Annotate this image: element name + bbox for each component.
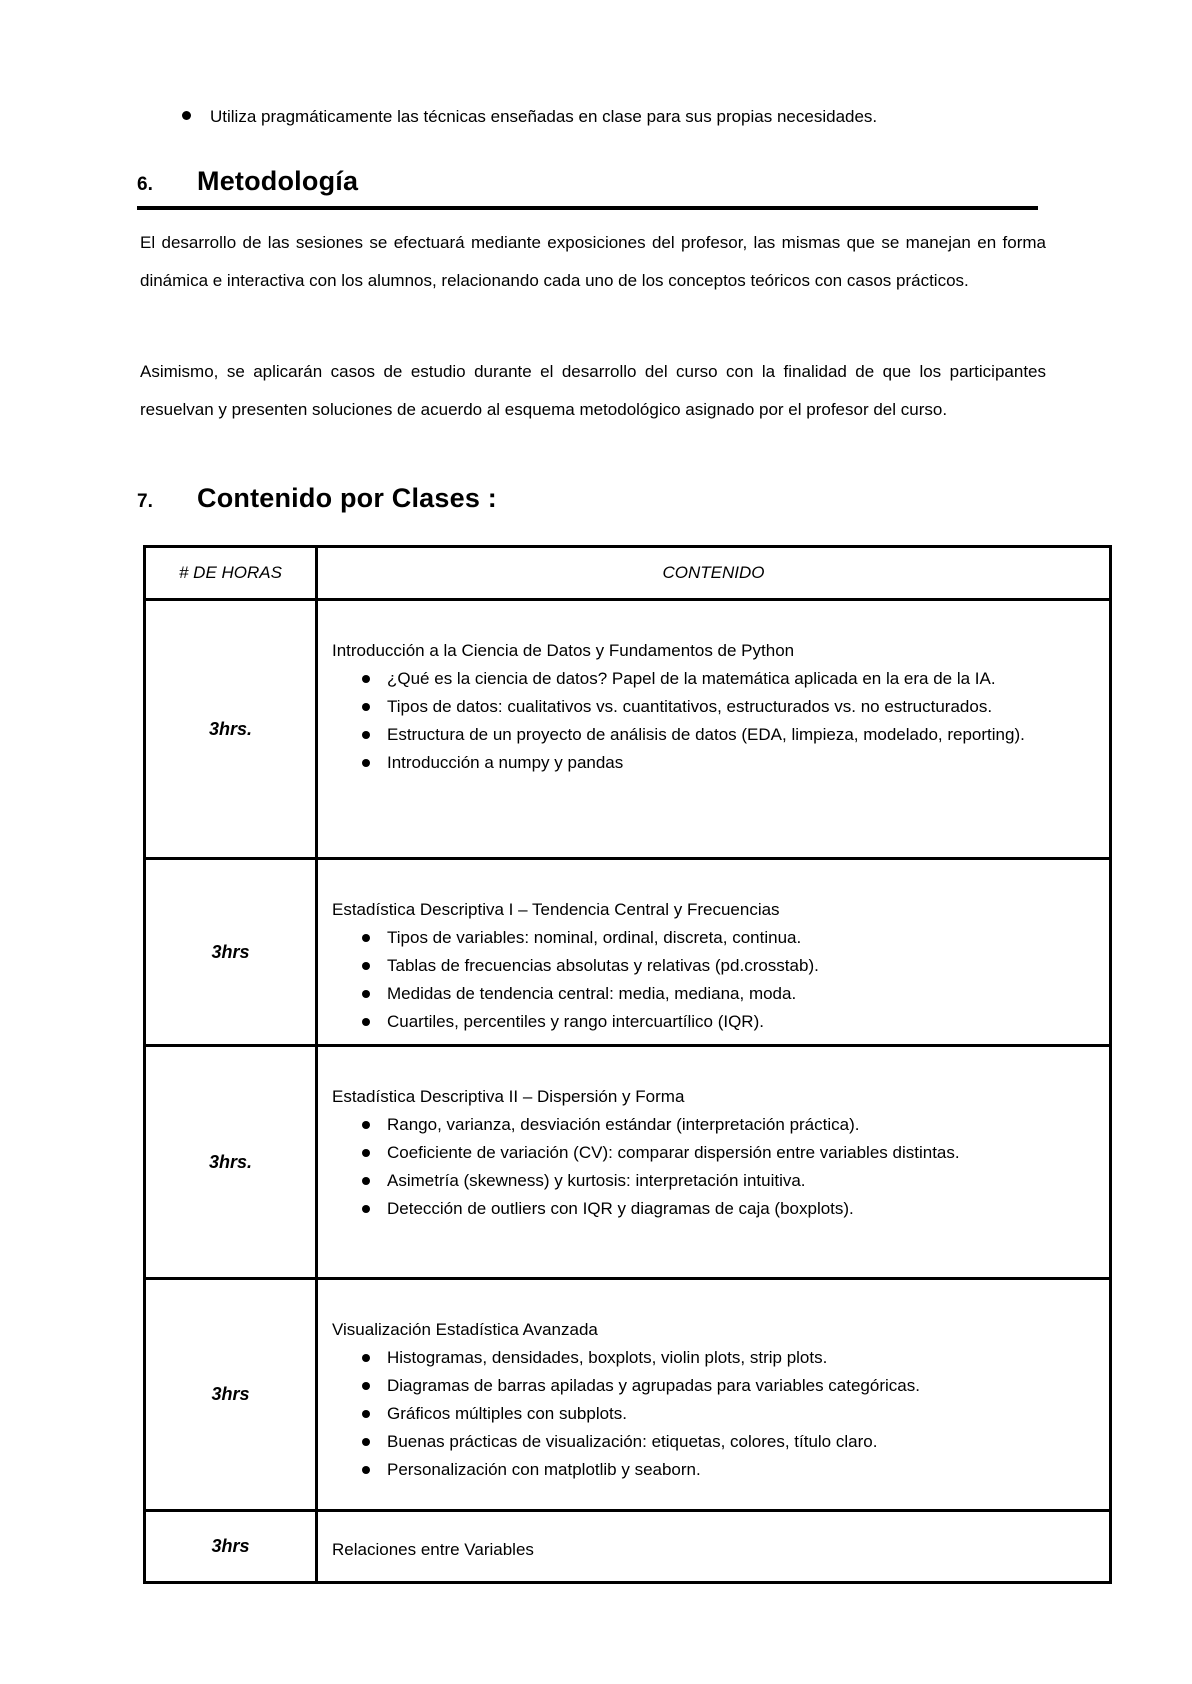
table-header-row — [145, 547, 1111, 600]
section-7-title: Contenido por Clases : — [197, 483, 497, 513]
hours-cell: 3hrs — [145, 859, 317, 1046]
class-topic-item: Rango, varianza, desviación estándar (interpretación práctica). — [387, 1111, 1093, 1139]
methodology-paragraph-1: El desarrollo de las sesiones se efectuará mediante exposiciones del profesor, las mismas que se manejan en forma dinámica e interactiva con los alumnos, relacionando cada uno de los conceptos teóricos con casos prácticos. — [140, 233, 1046, 290]
section-6-title: Metodología — [197, 166, 359, 196]
hours-cell: 3hrs. — [145, 1046, 317, 1279]
class-topic-item: Tipos de variables: nominal, ordinal, discreta, continua. — [387, 924, 1093, 952]
section-7-heading — [137, 483, 1038, 514]
table-row — [145, 859, 1111, 1046]
section-7-number: 7. — [137, 491, 153, 512]
class-topic-item: Cuartiles, percentiles y rango intercuartílico (IQR). — [387, 1008, 1093, 1036]
class-title: Visualización Estadística Avanzada — [332, 1320, 598, 1339]
class-topic-list — [332, 665, 1093, 777]
class-topic-item: Medidas de tendencia central: media, mediana, moda. — [387, 980, 1093, 1008]
class-topic-item: Estructura de un proyecto de análisis de datos (EDA, limpieza, modelado, reporting). — [387, 721, 1093, 749]
table-row — [145, 1046, 1111, 1279]
class-topic-item: Introducción a numpy y pandas — [387, 749, 1093, 777]
class-title: Estadística Descriptiva II – Dispersión y Forma — [332, 1087, 685, 1106]
class-title: Estadística Descriptiva I – Tendencia Central y Frecuencias — [332, 900, 780, 919]
class-topic-item: Coeficiente de variación (CV): comparar dispersión entre variables distintas. — [387, 1139, 1093, 1167]
section-6-number: 6. — [137, 174, 153, 195]
class-topic-list — [332, 1111, 1093, 1223]
class-topic-item: Diagramas de barras apiladas y agrupadas para variables categóricas. — [387, 1372, 1093, 1400]
class-topic-item: Personalización con matplotlib y seaborn. — [387, 1456, 1093, 1484]
class-topic-item: Asimetría (skewness) y kurtosis: interpretación intuitiva. — [387, 1167, 1093, 1195]
hours-cell: 3hrs. — [145, 600, 317, 859]
class-topic-item: Histogramas, densidades, boxplots, violin plots, strip plots. — [387, 1344, 1093, 1372]
hours-column-header: # DE HORAS — [145, 547, 317, 600]
class-topic-item: Tipos de datos: cualitativos vs. cuantitativos, estructurados vs. no estructurados. — [387, 693, 1093, 721]
class-topic-item: Gráficos múltiples con subplots. — [387, 1400, 1093, 1428]
hours-cell: 3hrs — [145, 1511, 317, 1583]
table-body — [145, 600, 1111, 1583]
content-column-header: CONTENIDO — [317, 547, 1111, 600]
class-topic-item: Tablas de frecuencias absolutas y relativas (pd.crosstab). — [387, 952, 1093, 980]
class-topic-item: Buenas prácticas de visualización: etiquetas, colores, título claro. — [387, 1428, 1093, 1456]
class-topic-list — [332, 924, 1093, 1036]
content-cell — [317, 600, 1111, 859]
objective-bullet-text: Utiliza pragmáticamente las técnicas enseñadas en clase para sus propias necesidades. — [210, 107, 878, 126]
content-cell — [317, 1511, 1111, 1583]
objective-bullet-item — [182, 98, 1048, 135]
table-header — [145, 547, 1111, 600]
class-title: Relaciones entre Variables — [332, 1539, 534, 1559]
bullet-icon — [182, 111, 191, 120]
class-title: Introducción a la Ciencia de Datos y Fundamentos de Python — [332, 641, 795, 660]
table-row — [145, 600, 1111, 859]
class-topic-item: ¿Qué es la ciencia de datos? Papel de la matemática aplicada en la era de la IA. — [387, 665, 1093, 693]
hours-cell: 3hrs — [145, 1279, 317, 1511]
course-content-table — [143, 545, 1112, 1584]
section-6-heading — [137, 166, 1038, 210]
methodology-paragraph-2: Asimismo, se aplicarán casos de estudio durante el desarrollo del curso con la finalidad de que los participantes resuelvan y presenten soluciones de acuerdo al esquema metodológico asignado por el profesor del curso. — [140, 362, 1046, 419]
table-row — [145, 1511, 1111, 1583]
class-topic-list — [332, 1344, 1093, 1484]
table-row — [145, 1279, 1111, 1511]
content-cell — [317, 859, 1111, 1046]
content-cell — [317, 1046, 1111, 1279]
content-cell — [317, 1279, 1111, 1511]
class-topic-item: Detección de outliers con IQR y diagramas de caja (boxplots). — [387, 1195, 1093, 1223]
